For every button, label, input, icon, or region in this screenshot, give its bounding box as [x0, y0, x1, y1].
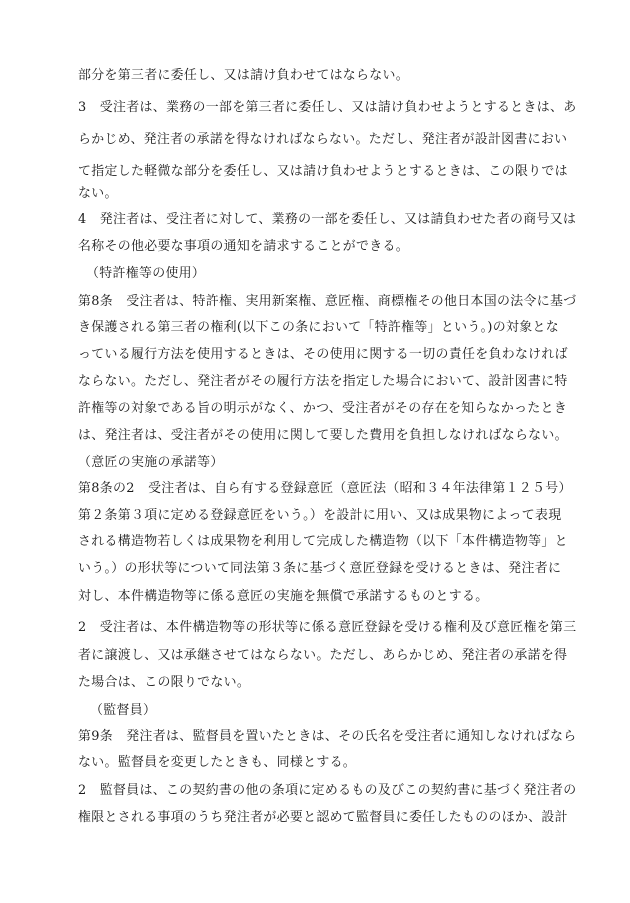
text-line: 名称その他必要な事項の通知を請求することができる。 — [78, 239, 410, 254]
text-line: 権限とされる事項のうち発注者が必要と認めて監督員に委任したもののほか、設計 — [78, 810, 568, 825]
text-line: 第9条 発注者は、監督員を置いたときは、その氏名を受注者に通知しなければなら — [78, 729, 577, 744]
text-line: 部分を第三者に委任し、又は請け負わせてはならない。 — [78, 68, 410, 83]
text-line: き保護される第三者の権利(以下この条において「特許権等」という。)の対象とな — [78, 320, 559, 335]
text-line: て指定した軽微な部分を委任し、又は請け負わせようとするときは、この限りでは — [78, 164, 568, 179]
text-line: っている履行方法を使用するときは、その使用に関する一切の責任を負わなければ — [78, 347, 568, 362]
section-heading: （特許権等の使用） — [86, 266, 206, 281]
text-line: 2 受注者は、本件構造物等の形状等に係る意匠登録を受ける権利及び意匠権を第三 — [78, 620, 577, 635]
text-line: 第8条の2 受注者は、自ら有する登録意匠（意匠法（昭和３４年法律第１２５号） — [78, 481, 572, 496]
text-line: 第２条第３項に定める登録意匠をいう。）を設計に用い、又は成果物によって表現 — [78, 508, 562, 523]
text-line: 2 監督員は、この契約書の他の条項に定めるもの及びこの契約書に基づく発注者の — [78, 783, 577, 798]
text-line: 第8条 受注者は、特許権、実用新案権、意匠権、商標権その他日本国の法令に基づ — [78, 294, 577, 309]
section-heading: （監督員） — [90, 703, 157, 718]
text-line: は、発注者は、受注者がその使用に関して要した費用を負担しなければならない。 — [78, 428, 568, 443]
text-line: 3 受注者は、業務の一部を第三者に委任し、又は請け負わせようとするときは、あ — [78, 100, 577, 115]
text-line: ならない。ただし、発注者がその履行方法を指定した場合において、設計図書に特 — [78, 374, 568, 389]
text-line: ない。監督員を変更したときも、同様とする。 — [78, 755, 357, 770]
text-line: ない。 — [78, 186, 118, 201]
section-heading: （意匠の実施の承諾等） — [78, 455, 224, 470]
text-line: 者に譲渡し、又は承継させてはならない。ただし、あらかじめ、発注者の承諾を得 — [78, 648, 568, 663]
text-line: 許権等の対象である旨の明示がなく、かつ、受注者がその存在を知らなかったとき — [78, 401, 568, 416]
text-line: た場合は、この限りでない。 — [78, 675, 251, 690]
text-line: らかじめ、発注者の承諾を得なければならない。ただし、発注者が設計図書におい — [78, 132, 568, 147]
text-line: される構造物若しくは成果物を利用して完成した構造物（以下「本件構造物等」と — [78, 534, 568, 549]
text-line: 4 発注者は、受注者に対して、業務の一部を委任し、又は請負わせた者の商号又は — [78, 212, 577, 227]
text-line: いう。）の形状等について同法第３条に基づく意匠登録を受けるときは、発注者に — [78, 561, 562, 576]
text-line: 対し、本件構造物等に係る意匠の実施を無償で承諾するものとする。 — [78, 589, 489, 604]
